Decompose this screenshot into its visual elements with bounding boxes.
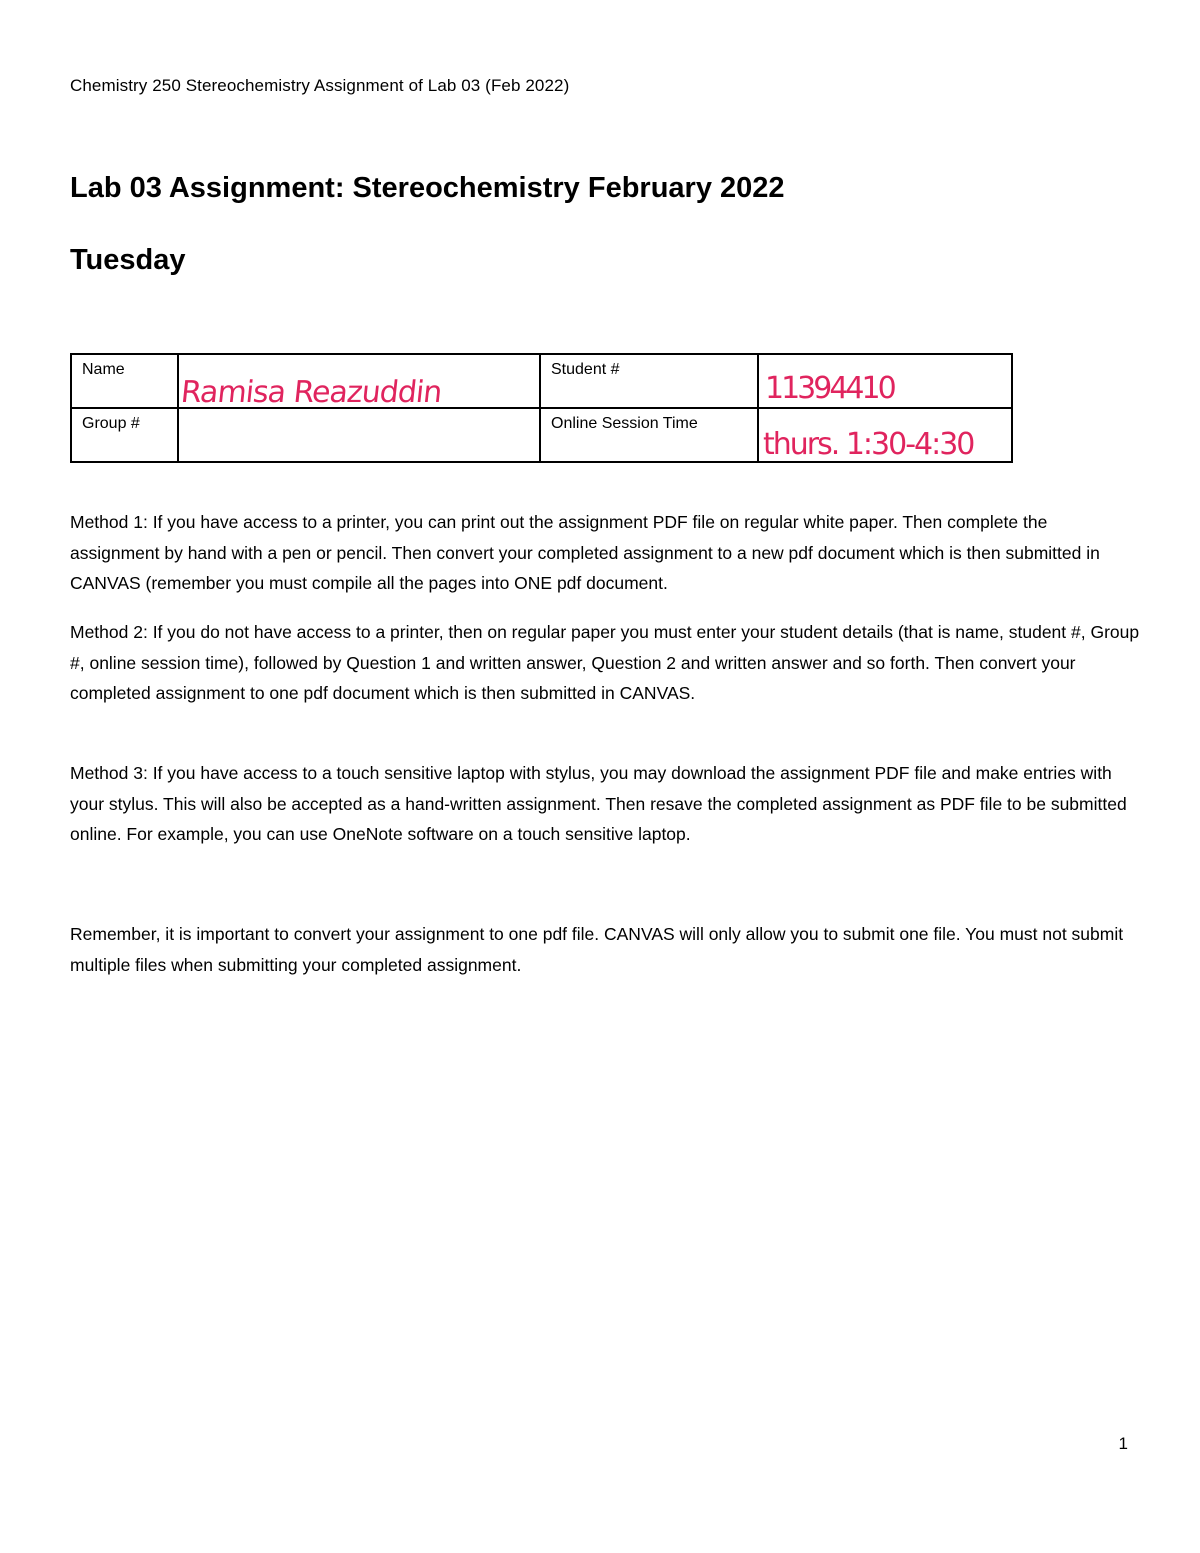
student-number-handwritten-value: 11394410 — [765, 371, 894, 406]
student-number-label: Student # — [551, 361, 620, 378]
method-1-paragraph: Method 1: If you have access to a printer, you can print out the assignment PDF file on regular white paper. Then complete the assignment by hand with a pen or pencil. Then convert your completed assignment to a new pdf document which is then submitted in CANVAS (remember you must compile all the pages into ONE pdf document. — [70, 512, 1100, 593]
method-2-paragraph: Method 2: If you do not have access to a printer, then on regular paper you must enter your student details (that is name, student #, Group #, online session time), followed by Question 1 and written answer, Question 2 and written answer and so forth. Then convert your completed assignment to one pdf document which is then submitted in CANVAS. — [70, 622, 1140, 703]
table-row — [71, 408, 1012, 462]
student-label-cell — [540, 354, 758, 408]
group-label-cell — [71, 408, 178, 462]
name-handwritten-value: Ramisa Reazuddin — [179, 375, 444, 410]
student-details-table — [70, 353, 1013, 463]
reminder-paragraph: Remember, it is important to convert your assignment to one pdf file. CANVAS will only allow you to submit one file. You must not submit multiple files when submitting your completed assignment. — [70, 924, 1124, 975]
page-title: Lab 03 Assignment: Stereochemistry February 2022 — [70, 172, 785, 204]
session-time-field[interactable] — [758, 408, 1012, 462]
session-label-cell — [540, 408, 758, 462]
table-row — [71, 354, 1012, 408]
method-3-paragraph: Method 3: If you have access to a touch sensitive laptop with stylus, you may download the assignment PDF file and make entries with your stylus. This will also be accepted as a hand-written assignment. Then resave the completed assignment as PDF file to be submitted online. For example, you can use OneNote software on a touch sensitive laptop. — [70, 763, 1127, 844]
student-number-field[interactable] — [758, 354, 1012, 408]
group-number-field[interactable] — [178, 408, 540, 462]
name-label-cell — [71, 354, 178, 408]
group-number-label: Group # — [82, 415, 140, 432]
page-number: 1 — [1118, 1434, 1128, 1453]
name-label: Name — [82, 361, 125, 378]
running-header: Chemistry 250 Stereochemistry Assignment of Lab 03 (Feb 2022) — [70, 76, 570, 95]
page-subtitle: Tuesday — [70, 244, 186, 276]
session-time-label: Online Session Time — [551, 415, 698, 432]
session-time-handwritten-value: thurs. 1:30-4:30 — [763, 427, 974, 462]
name-field[interactable] — [178, 354, 540, 408]
